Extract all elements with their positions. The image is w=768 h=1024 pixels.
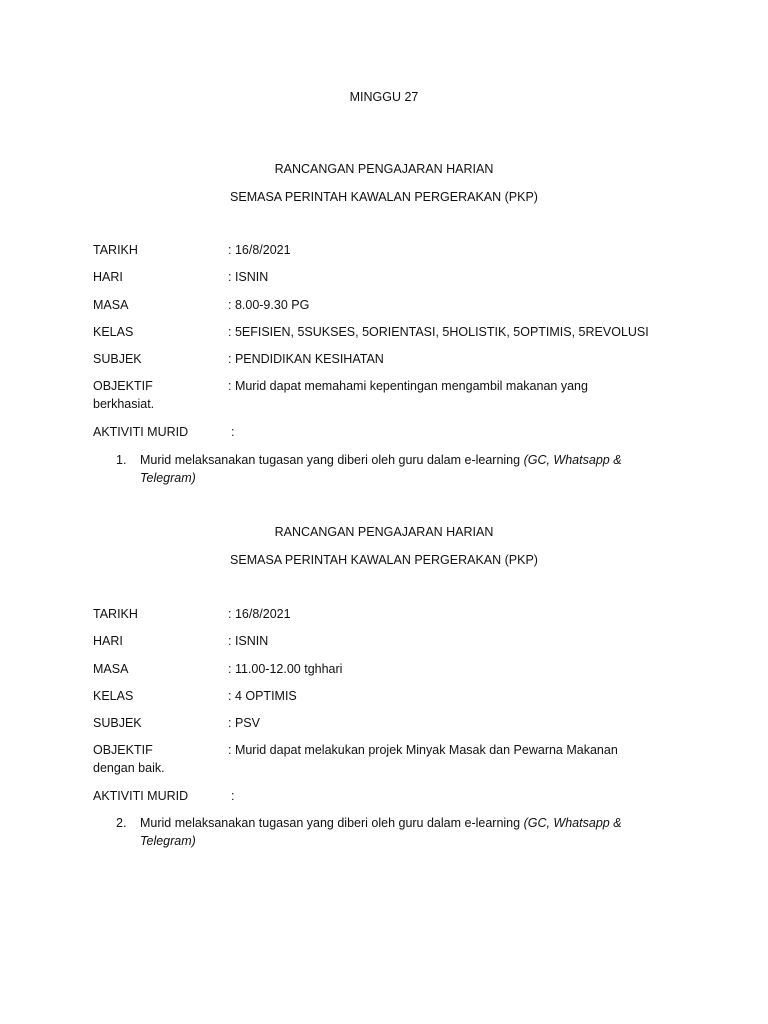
- plan-2-hari-value: : ISNIN: [228, 634, 269, 648]
- plan-2-subjek-label: SUBJEK: [93, 716, 142, 730]
- plan-1-aktiviti-value: :: [231, 425, 235, 439]
- plan-1-hari-value: : ISNIN: [228, 270, 269, 284]
- plan-2-activity-number: 2.: [116, 816, 127, 830]
- plan-2-tarikh-value: : 16/8/2021: [228, 607, 291, 621]
- week-heading: MINGGU 27: [349, 90, 419, 104]
- plan-1-activity-item: [140, 452, 622, 468]
- plan-2-aktiviti-label: AKTIVITI MURID: [93, 789, 189, 803]
- plan-1-activity-text: Murid melaksanakan tugasan yang diberi oleh guru dalam e-learning: [140, 453, 521, 467]
- plan-2-masa-value: : 11.00-12.00 tghhari: [228, 662, 343, 676]
- plan-2-activity-note-continuation: Telegram): [140, 834, 196, 848]
- plan-1-kelas-value: : 5EFISIEN, 5SUKSES, 5ORIENTASI, 5HOLISTIK, 5OPTIMIS, 5REVOLUSI: [228, 325, 649, 339]
- plan-1-title: RANCANGAN PENGAJARAN HARIAN: [274, 162, 494, 176]
- plan-2-objektif-value: : Murid dapat melakukan projek Minyak Masak dan Pewarna Makanan: [228, 743, 618, 757]
- plan-1-objektif-continuation: berkhasiat.: [93, 397, 155, 411]
- plan-2-hari-label: HARI: [93, 634, 123, 648]
- plan-2-aktiviti-value: :: [231, 789, 235, 803]
- plan-1-kelas-label: KELAS: [93, 325, 134, 339]
- plan-1-activity-number: 1.: [116, 453, 127, 467]
- plan-2-subtitle: SEMASA PERINTAH KAWALAN PERGERAKAN (PKP): [230, 553, 538, 567]
- plan-1-objektif-value: : Murid dapat memahami kepentingan mengambil makanan yang: [228, 379, 588, 393]
- plan-1-hari-label: HARI: [93, 270, 123, 284]
- plan-2-title: RANCANGAN PENGAJARAN HARIAN: [274, 525, 494, 539]
- plan-1-tarikh-value: : 16/8/2021: [228, 243, 291, 257]
- plan-2-objektif-label: OBJEKTIF: [93, 743, 153, 757]
- plan-1-tarikh-label: TARIKH: [93, 243, 138, 257]
- plan-2-objektif-continuation: dengan baik.: [93, 761, 165, 775]
- plan-1-masa-label: MASA: [93, 298, 129, 312]
- plan-2-tarikh-label: TARIKH: [93, 607, 138, 621]
- plan-1-subjek-value: : PENDIDIKAN KESIHATAN: [228, 352, 384, 366]
- plan-1-objektif-label: OBJEKTIF: [93, 379, 153, 393]
- plan-2-subjek-value: : PSV: [228, 716, 260, 730]
- plan-1-subtitle: SEMASA PERINTAH KAWALAN PERGERAKAN (PKP): [230, 190, 538, 204]
- plan-1-activity-note-continuation: Telegram): [140, 471, 196, 485]
- plan-1-activity-note: (GC, Whatsapp &: [523, 453, 622, 467]
- plan-2-activity-item: [140, 815, 622, 831]
- plan-2-activity-note: (GC, Whatsapp &: [523, 816, 622, 830]
- plan-2-kelas-value: : 4 OPTIMIS: [228, 689, 297, 703]
- plan-2-activity-text: Murid melaksanakan tugasan yang diberi oleh guru dalam e-learning: [140, 816, 521, 830]
- plan-2-kelas-label: KELAS: [93, 689, 134, 703]
- plan-1-subjek-label: SUBJEK: [93, 352, 142, 366]
- plan-2-masa-label: MASA: [93, 662, 129, 676]
- plan-1-masa-value: : 8.00-9.30 PG: [228, 298, 310, 312]
- plan-1-aktiviti-label: AKTIVITI MURID: [93, 425, 189, 439]
